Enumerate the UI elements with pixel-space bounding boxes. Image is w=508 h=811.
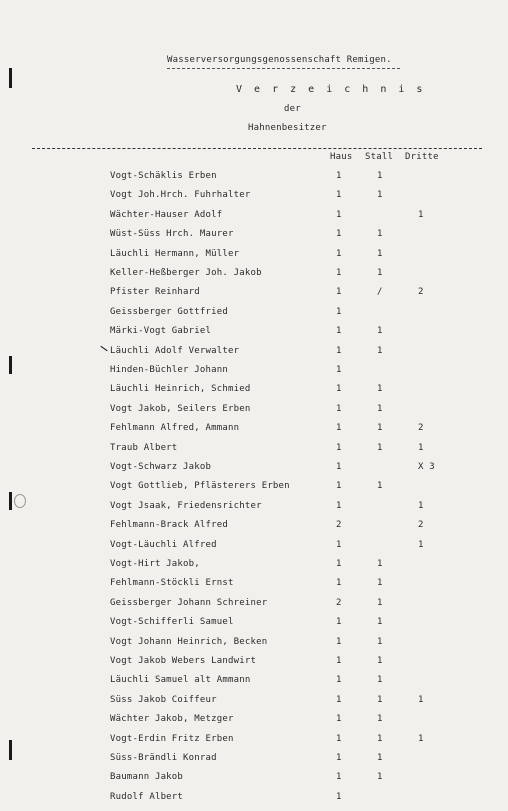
owner-name: Süss Jakob Coiffeur bbox=[110, 694, 217, 705]
owner-name: Geissberger Gottfried bbox=[110, 306, 228, 317]
stall-count: 1 bbox=[377, 326, 383, 337]
owner-name: Vogt Johann Heinrich, Becken bbox=[110, 636, 268, 647]
owner-name: Wächter-Hauser Adolf bbox=[110, 209, 223, 220]
stall-count: / bbox=[377, 287, 383, 298]
table-row bbox=[0, 792, 508, 811]
stall-count: 1 bbox=[377, 714, 383, 725]
haus-count: 1 bbox=[336, 617, 342, 628]
table-row bbox=[0, 656, 508, 675]
haus-count: 1 bbox=[336, 190, 342, 201]
owner-name: Läuchli Hermann, Müller bbox=[110, 248, 240, 259]
table-row bbox=[0, 365, 508, 384]
haus-count: 1 bbox=[336, 694, 342, 705]
table-row bbox=[0, 501, 508, 520]
table-row bbox=[0, 287, 508, 306]
table-row bbox=[0, 249, 508, 268]
owner-name: Vogt-Hirt Jakob, bbox=[110, 559, 200, 569]
haus-count: 1 bbox=[336, 656, 342, 666]
owner-name: Vogt Jakob Webers Landwirt bbox=[110, 656, 257, 666]
dritte-count: 1 bbox=[418, 442, 424, 453]
page-subtitle-der: der bbox=[284, 104, 301, 114]
haus-count: 2 bbox=[336, 597, 342, 608]
haus-count: 1 bbox=[336, 578, 342, 589]
haus-count: 1 bbox=[336, 559, 342, 569]
haus-count: 1 bbox=[336, 229, 342, 240]
table-row bbox=[0, 384, 508, 403]
owner-name: Keller-Heßberger Joh. Jakob bbox=[110, 268, 262, 278]
page-subtitle: Hahnenbesitzer bbox=[248, 123, 327, 133]
table-row bbox=[0, 540, 508, 559]
owner-name: Baumann Jakob bbox=[110, 772, 184, 783]
table-row bbox=[0, 753, 508, 772]
stall-count: 1 bbox=[377, 656, 383, 666]
stall-count: 1 bbox=[377, 403, 383, 414]
table-row bbox=[0, 423, 508, 442]
dritte-count: 1 bbox=[418, 694, 424, 705]
haus-count: 1 bbox=[336, 326, 342, 337]
header-rule bbox=[32, 148, 482, 149]
owner-name: Wächter Jakob, Metzger bbox=[110, 714, 234, 725]
table-row bbox=[0, 772, 508, 791]
stall-count: 1 bbox=[377, 772, 383, 783]
stall-count: 1 bbox=[377, 636, 383, 647]
stall-count: 1 bbox=[377, 171, 383, 181]
stall-count: 1 bbox=[377, 423, 383, 434]
table-row bbox=[0, 675, 508, 694]
table-row bbox=[0, 210, 508, 229]
table-row bbox=[0, 190, 508, 209]
table-row bbox=[0, 520, 508, 539]
table-row bbox=[0, 714, 508, 733]
haus-count: 1 bbox=[336, 791, 342, 802]
owner-name: Vogt Joh.Hrch. Fuhrhalter bbox=[110, 190, 251, 201]
margin-mark bbox=[9, 68, 12, 88]
table-row bbox=[0, 578, 508, 597]
dritte-count: 1 bbox=[418, 539, 424, 550]
owner-name: Läuchli Heinrich, Schmied bbox=[110, 384, 251, 395]
haus-count: 1 bbox=[336, 171, 342, 181]
owner-name: Wüst-Süss Hrch. Maurer bbox=[110, 229, 234, 240]
stall-count: 1 bbox=[377, 753, 383, 763]
stall-count: 1 bbox=[377, 384, 383, 395]
table-row bbox=[0, 637, 508, 656]
haus-count: 1 bbox=[336, 539, 342, 550]
owner-name: Vogt Gottlieb, Pflästerers Erben bbox=[110, 481, 290, 492]
dritte-count: 2 bbox=[418, 520, 424, 531]
owner-name: Vogt-Schäklis Erben bbox=[110, 171, 217, 181]
dritte-count: 2 bbox=[418, 287, 424, 298]
table-row bbox=[0, 171, 508, 190]
table-row bbox=[0, 268, 508, 287]
owner-name: Rudolf Albert bbox=[110, 791, 184, 802]
haus-count: 1 bbox=[336, 636, 342, 647]
haus-count: 1 bbox=[336, 423, 342, 434]
stall-count: 1 bbox=[377, 481, 383, 492]
stall-count: 1 bbox=[377, 229, 383, 240]
table-row bbox=[0, 617, 508, 636]
owner-name: Vogt Jakob, Seilers Erben bbox=[110, 403, 251, 414]
owner-name: Geissberger Johann Schreiner bbox=[110, 597, 268, 608]
haus-count: 1 bbox=[336, 306, 342, 317]
column-header-haus: Haus bbox=[330, 152, 353, 162]
dritte-count: 2 bbox=[418, 423, 424, 434]
haus-count: 1 bbox=[336, 365, 342, 375]
owner-name: Traub Albert bbox=[110, 442, 178, 453]
table-row bbox=[0, 404, 508, 423]
owner-name: Märki-Vogt Gabriel bbox=[110, 326, 212, 337]
table-row bbox=[0, 598, 508, 617]
owner-name: Vogt-Schwarz Jakob bbox=[110, 462, 212, 472]
stall-count: 1 bbox=[377, 675, 383, 686]
column-header-dritte: Dritte bbox=[405, 152, 439, 162]
organization-title: Wasserversorgungsgenossenschaft Remigen. bbox=[167, 55, 392, 65]
owner-name: Läuchli Samuel alt Ammann bbox=[110, 675, 251, 686]
owner-name: Vogt Jsaak, Friedensrichter bbox=[110, 500, 262, 511]
owner-name: Fehlmann Alfred, Ammann bbox=[110, 423, 240, 434]
stall-count: 1 bbox=[377, 268, 383, 278]
dritte-count: X 3 bbox=[418, 462, 435, 472]
title-underline bbox=[167, 68, 400, 69]
stall-count: 1 bbox=[377, 617, 383, 628]
haus-count: 1 bbox=[336, 248, 342, 259]
haus-count: 1 bbox=[336, 675, 342, 686]
haus-count: 1 bbox=[336, 714, 342, 725]
table-row bbox=[0, 346, 508, 365]
dritte-count: 1 bbox=[418, 209, 424, 220]
table-row bbox=[0, 443, 508, 462]
table-row bbox=[0, 229, 508, 248]
owner-name: Hinden-Büchler Johann bbox=[110, 365, 228, 375]
stall-count: 1 bbox=[377, 694, 383, 705]
table-row bbox=[0, 481, 508, 500]
table-row bbox=[0, 326, 508, 345]
dritte-count: 1 bbox=[418, 500, 424, 511]
haus-count: 1 bbox=[336, 753, 342, 763]
owner-name: Fehlmann-Brack Alfred bbox=[110, 520, 228, 531]
haus-count: 1 bbox=[336, 442, 342, 453]
stall-count: 1 bbox=[377, 578, 383, 589]
stall-count: 1 bbox=[377, 190, 383, 201]
owner-name: Fehlmann-Stöckli Ernst bbox=[110, 578, 234, 589]
page-title: V e r z e i c h n i s bbox=[236, 84, 426, 95]
table-row bbox=[0, 734, 508, 753]
owner-name: Vogt-Erdin Fritz Erben bbox=[110, 733, 234, 744]
owner-name: Läuchli Adolf Verwalter bbox=[110, 345, 240, 356]
table-row bbox=[0, 559, 508, 578]
haus-count: 1 bbox=[336, 481, 342, 492]
stall-count: 1 bbox=[377, 248, 383, 259]
haus-count: 1 bbox=[336, 287, 342, 298]
table-row bbox=[0, 307, 508, 326]
dritte-count: 1 bbox=[418, 733, 424, 744]
owner-name: Vogt-Schifferli Samuel bbox=[110, 617, 234, 628]
owner-name: Vogt-Läuchli Alfred bbox=[110, 539, 217, 550]
haus-count: 1 bbox=[336, 384, 342, 395]
stall-count: 1 bbox=[377, 733, 383, 744]
owner-name: Pfister Reinhard bbox=[110, 287, 200, 298]
haus-count: 2 bbox=[336, 520, 342, 531]
stall-count: 1 bbox=[377, 597, 383, 608]
table-row bbox=[0, 695, 508, 714]
stall-count: 1 bbox=[377, 345, 383, 356]
stall-count: 1 bbox=[377, 442, 383, 453]
haus-count: 1 bbox=[336, 268, 342, 278]
column-header-stall: Stall bbox=[365, 152, 394, 162]
haus-count: 1 bbox=[336, 403, 342, 414]
owner-name: Süss-Brändli Konrad bbox=[110, 753, 217, 763]
haus-count: 1 bbox=[336, 345, 342, 356]
table-row bbox=[0, 462, 508, 481]
haus-count: 1 bbox=[336, 500, 342, 511]
haus-count: 1 bbox=[336, 772, 342, 783]
stall-count: 1 bbox=[377, 559, 383, 569]
haus-count: 1 bbox=[336, 462, 342, 472]
haus-count: 1 bbox=[336, 209, 342, 220]
haus-count: 1 bbox=[336, 733, 342, 744]
